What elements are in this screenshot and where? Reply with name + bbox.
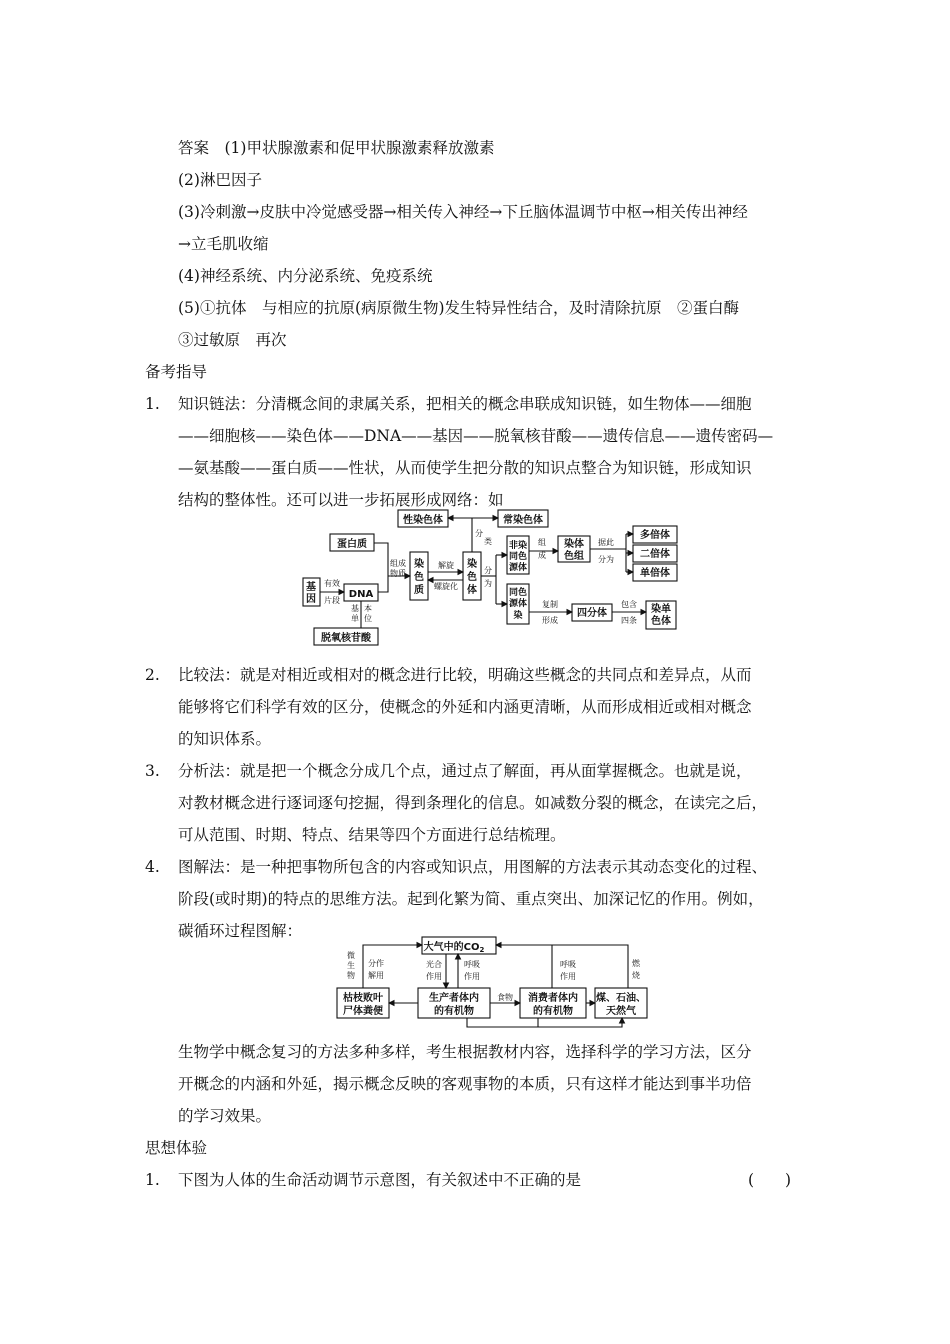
node-nonhomologous: 同色 <box>508 552 528 562</box>
label-decompose: 分作 <box>368 959 384 968</box>
section-heading-guide: 备考指导 <box>145 363 208 381</box>
label-fenlei: 分 <box>475 529 483 538</box>
node-fossil-fuel: 天然气 <box>606 1006 636 1017</box>
paragraph-line: 阶段(或时期)的特点的思维方法。起到化繁为简、重点突出、加深记忆的作用。例如， <box>178 890 764 908</box>
node-chromosome: 染 <box>467 559 477 570</box>
label-jiben: 本 <box>364 604 372 613</box>
item-number: 2. <box>145 666 160 684</box>
label-zucheng2: 组 <box>538 538 546 547</box>
answer-line-2: (2)淋巴因子 <box>178 171 262 189</box>
paragraph-line: 图解法：是一种把事物所包含的内容或知识点，用图解的方法表示其动态变化的过程、 <box>178 858 768 876</box>
label-combustion: 烧 <box>632 971 640 980</box>
node-litter: 枯枝败叶 <box>343 993 383 1004</box>
question-number: 1. <box>145 1171 160 1189</box>
node-chromosome-set: 色组 <box>564 551 584 562</box>
answer-line-7: ③过敏原 再次 <box>178 331 287 349</box>
label-sitiao: 四条 <box>621 616 637 625</box>
question-text: 下图为人体的生命活动调节示意图，有关叙述中不正确的是 <box>178 1171 582 1189</box>
answer-line-1: 答案 (1)甲状腺激素和促甲状腺激素释放激素 <box>178 139 495 157</box>
label-respiration-producer: 作用 <box>464 972 480 981</box>
label-food: 食物 <box>497 993 513 1002</box>
node-gene: 因 <box>306 594 316 605</box>
item-number: 3. <box>145 762 160 780</box>
label-youxiao: 有效 <box>324 579 340 588</box>
label-respiration-producer: 呼吸 <box>464 960 480 969</box>
node-litter: 尸体粪便 <box>343 1006 383 1017</box>
paragraph-line: 碳循环过程图解： <box>178 922 303 940</box>
node-dna: DNA <box>348 589 374 600</box>
label-jiben: 单 <box>351 614 359 623</box>
paragraph-line: 的学习效果。 <box>178 1107 272 1125</box>
label-jiexuan: 解旋 <box>438 561 454 570</box>
node-producer-organic: 生产者体内 <box>429 993 479 1004</box>
node-chromatin: 色 <box>414 572 424 583</box>
paragraph-line: 生物学中概念复习的方法多种多样，考生根据教材内容，选择科学的学习方法，区分 <box>178 1043 752 1061</box>
paragraph-line: 比较法：就是对相近或相对的概念进行比较，明确这些概念的共同点和差异点，从而 <box>178 666 752 684</box>
node-chromosome: 色 <box>467 572 477 583</box>
label-baohan: 包含 <box>621 600 637 609</box>
node-tetrad: 四分体 <box>577 608 607 619</box>
label-respiration-consumer: 呼吸 <box>560 960 576 969</box>
node-deoxynucleotide: 脱氧核苷酸 <box>321 633 371 644</box>
paragraph-line: 的知识体系。 <box>178 730 272 748</box>
label-pianduan: 片段 <box>324 596 340 605</box>
node-chromosome: 体 <box>467 585 477 596</box>
paragraph-line: 知识链法：分清概念间的隶属关系，把相关的概念串联成知识链，如生物体——细胞 <box>178 395 752 413</box>
label-photosynthesis: 作用 <box>426 972 442 981</box>
paragraph-line: 开概念的内涵和外延，揭示概念反映的客观事物的本质，只有这样才能达到事半功倍 <box>178 1075 752 1093</box>
answer-bracket: ( ) <box>748 1171 792 1189</box>
paragraph-line: 对教材概念进行逐词逐句挖掘，得到条理化的信息。如减数分裂的概念，在读完之后， <box>178 794 768 812</box>
label-microbe: 微 <box>347 951 355 960</box>
label-decompose: 解用 <box>368 971 384 980</box>
label-fuzhi: 复制 <box>542 600 558 609</box>
label-jiben: 位 <box>364 614 372 623</box>
label-fenwei3: 分为 <box>598 555 614 564</box>
node-sex-chromosome: 性染色体 <box>403 515 443 526</box>
node-polyploid: 多倍体 <box>640 530 670 541</box>
node-protein: 蛋白质 <box>337 539 367 550</box>
label-fenwei: 分 <box>484 566 492 575</box>
label-xingcheng: 形成 <box>542 616 558 625</box>
node-fossil-fuel: 煤、石油、 <box>596 993 646 1004</box>
label-fenwei: 为 <box>484 579 492 588</box>
paragraph-line: 分析法：就是把一个概念分成几个点，通过点了解面，再从面掌握概念。也就是说， <box>178 762 752 780</box>
chromosome-concept-diagram <box>300 506 690 648</box>
label-zucheng: 组成 <box>390 559 406 568</box>
section-heading-experience: 思想体验 <box>145 1139 208 1157</box>
label-fenlei: 类 <box>484 537 492 546</box>
node-chromatid: 染单 <box>651 604 671 615</box>
label-combustion: 燃 <box>632 959 640 968</box>
node-consumer-organic: 的有机物 <box>533 1006 573 1017</box>
answer-line-6: (5)①抗体 与相应的抗原(病原微生物)发生特异性结合，及时清除抗原 ②蛋白酶 <box>178 299 740 317</box>
node-chromatin: 染 <box>414 559 424 570</box>
node-haploid: 单倍体 <box>640 568 670 579</box>
paragraph-line: 结构的整体性。还可以进一步拓展形成网络：如 <box>178 491 504 509</box>
node-autosome: 常染色体 <box>503 515 543 526</box>
node-homologous: 同色 <box>508 588 528 598</box>
paragraph-line: 能够将它们科学有效的区分，使概念的外延和内涵更清晰，从而形成相近或相对概念 <box>178 698 752 716</box>
label-jiben: 基 <box>351 604 359 613</box>
node-gene: 基 <box>306 582 316 593</box>
node-chromatid: 色体 <box>651 616 671 627</box>
node-nonhomologous: 源体 <box>508 563 528 573</box>
node-atmospheric-co2: 大气中的$CO_2$ <box>423 942 485 954</box>
node-diploid: 二倍体 <box>640 549 670 560</box>
carbon-cycle-diagram <box>332 934 650 1032</box>
node-consumer-organic: 消费者体内 <box>528 993 578 1004</box>
answer-line-5: (4)神经系统、内分泌系统、免疫系统 <box>178 267 433 285</box>
label-luoxuan: 螺旋化 <box>434 582 458 591</box>
item-number: 4. <box>145 858 160 876</box>
node-nonhomologous: 非染 <box>508 541 528 551</box>
label-photosynthesis: 光合 <box>426 960 442 969</box>
label-zucheng: 物质 <box>390 569 406 578</box>
paragraph-line: ——细胞核——染色体——DNA——基因——脱氧核苷酸——遗传信息——遗传密码— <box>178 427 774 445</box>
label-jucie: 据此 <box>598 538 614 547</box>
label-zucheng2: 成 <box>538 551 546 560</box>
node-chromosome-set: 染体 <box>564 539 584 550</box>
node-producer-organic: 的有机物 <box>434 1006 474 1017</box>
paragraph-line: —氨基酸——蛋白质——性状，从而使学生把分散的知识点整合为知识链，形成知识 <box>178 459 752 477</box>
node-chromatin: 质 <box>414 585 424 596</box>
label-microbe: 生 <box>347 961 355 970</box>
node-homologous: 源体 <box>508 599 528 609</box>
node-homologous: 染 <box>513 611 523 621</box>
label-microbe: 物 <box>347 971 355 980</box>
paragraph-line: 可从范围、时期、特点、结果等四个方面进行总结梳理。 <box>178 826 566 844</box>
item-number: 1. <box>145 395 160 413</box>
answer-line-3: (3)冷刺激→皮肤中冷觉感受器→相关传入神经→下丘脑体温调节中枢→相关传出神经 <box>178 203 748 221</box>
label-respiration-consumer: 作用 <box>560 972 576 981</box>
answer-line-4: →立毛肌收缩 <box>178 235 269 253</box>
